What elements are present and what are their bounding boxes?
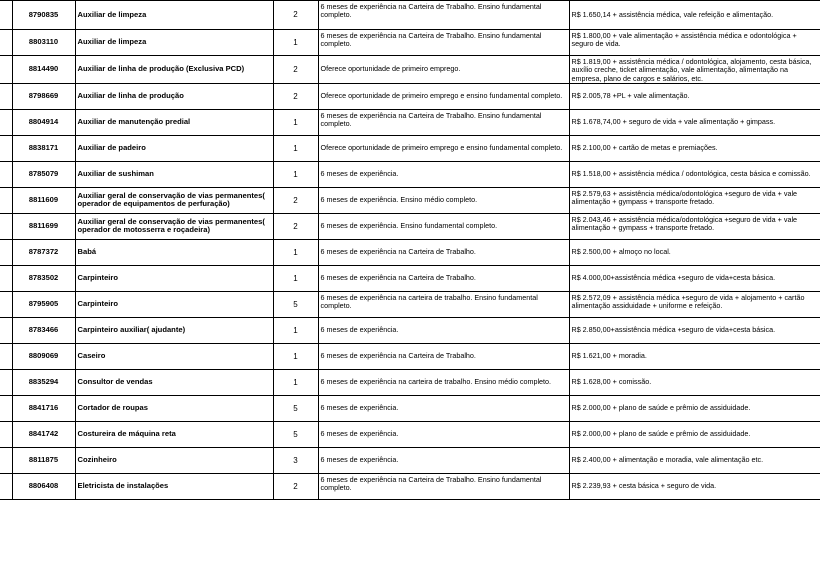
salary-benefits-cell: R$ 1.678,74,00 + seguro de vida + vale alimentação + gimpass. bbox=[569, 109, 820, 135]
job-title-cell: Auxiliar de sushiman bbox=[75, 161, 273, 187]
table-row bbox=[0, 187, 820, 213]
requirements-cell: 6 meses de experiência na Carteira de Trabalho. bbox=[318, 239, 569, 265]
row-margin-cell bbox=[0, 187, 12, 213]
row-margin-cell bbox=[0, 239, 12, 265]
row-margin-cell bbox=[0, 447, 12, 473]
salary-benefits-cell: R$ 2.043,46 + assistência médica/odontológica +seguro de vida + vale alimentação + gympass + transporte fretado. bbox=[569, 213, 820, 239]
table-row bbox=[0, 213, 820, 239]
requirements-cell: 6 meses de experiência. bbox=[318, 317, 569, 343]
row-margin-cell bbox=[0, 213, 12, 239]
job-code-cell: 8783466 bbox=[12, 317, 75, 343]
table-row bbox=[0, 30, 820, 56]
vacancy-count-cell: 1 bbox=[273, 239, 318, 265]
table-row bbox=[0, 291, 820, 317]
job-code-cell: 8787372 bbox=[12, 239, 75, 265]
job-title-cell: Cozinheiro bbox=[75, 447, 273, 473]
vacancy-count-cell: 5 bbox=[273, 421, 318, 447]
job-title-cell: Auxiliar de linha de produção (Exclusiva PCD) bbox=[75, 56, 273, 84]
vacancy-count-cell: 2 bbox=[273, 83, 318, 109]
salary-benefits-cell: R$ 1.628,00 + comissão. bbox=[569, 369, 820, 395]
job-title-cell: Carpinteiro bbox=[75, 265, 273, 291]
vacancy-count-cell: 2 bbox=[273, 187, 318, 213]
row-margin-cell bbox=[0, 56, 12, 84]
salary-benefits-cell: R$ 2.572,09 + assistência médica +seguro de vida + alojamento + cartão alimentação assiduidade + uniforme e refeição. bbox=[569, 291, 820, 317]
vacancy-count-cell: 1 bbox=[273, 343, 318, 369]
requirements-cell: 6 meses de experiência. Ensino médio completo. bbox=[318, 187, 569, 213]
requirements-cell: 6 meses de experiência. Ensino fundamental completo. bbox=[318, 213, 569, 239]
vacancy-count-cell: 1 bbox=[273, 369, 318, 395]
row-margin-cell bbox=[0, 30, 12, 56]
table-row bbox=[0, 395, 820, 421]
requirements-cell: Oferece oportunidade de primeiro emprego e ensino fundamental completo. bbox=[318, 135, 569, 161]
salary-benefits-cell: R$ 1.800,00 + vale alimentação + assistência médica e odontológica + seguro de vida. bbox=[569, 30, 820, 56]
vacancy-count-cell: 1 bbox=[273, 161, 318, 187]
table-row bbox=[0, 447, 820, 473]
job-title-cell: Costureira de máquina reta bbox=[75, 421, 273, 447]
vacancy-count-cell: 5 bbox=[273, 395, 318, 421]
job-title-cell: Auxiliar de padeiro bbox=[75, 135, 273, 161]
requirements-cell: 6 meses de experiência na Carteira de Trabalho. Ensino fundamental completo. bbox=[318, 1, 569, 30]
salary-benefits-cell: R$ 2.000,00 + plano de saúde e prêmio de assiduidade. bbox=[569, 395, 820, 421]
job-code-cell: 8798669 bbox=[12, 83, 75, 109]
table-row bbox=[0, 317, 820, 343]
requirements-cell: 6 meses de experiência. bbox=[318, 395, 569, 421]
table-row bbox=[0, 369, 820, 395]
salary-benefits-cell: R$ 2.239,93 + cesta básica + seguro de vida. bbox=[569, 473, 820, 499]
salary-benefits-cell: R$ 2.100,00 + cartão de metas e premiações. bbox=[569, 135, 820, 161]
requirements-cell: 6 meses de experiência na Carteira de Trabalho. bbox=[318, 265, 569, 291]
vacancy-count-cell: 2 bbox=[273, 473, 318, 499]
job-code-cell: 8809069 bbox=[12, 343, 75, 369]
vacancy-count-cell: 1 bbox=[273, 265, 318, 291]
vacancy-count-cell: 2 bbox=[273, 56, 318, 84]
requirements-cell: 6 meses de experiência. bbox=[318, 421, 569, 447]
salary-benefits-cell: R$ 1.819,00 + assistência médica / odontológica, alojamento, cesta básica, auxílio creche, ticket alimentação, vale alimentação, alimentação na empresa, plano de cargos e salários, etc. bbox=[569, 56, 820, 84]
requirements-cell: 6 meses de experiência na Carteira de Trabalho. Ensino fundamental completo. bbox=[318, 109, 569, 135]
job-code-cell: 8803110 bbox=[12, 30, 75, 56]
job-code-cell: 8814490 bbox=[12, 56, 75, 84]
job-title-cell: Consultor de vendas bbox=[75, 369, 273, 395]
row-margin-cell bbox=[0, 161, 12, 187]
job-code-cell: 8841716 bbox=[12, 395, 75, 421]
vacancy-count-cell: 2 bbox=[273, 1, 318, 30]
salary-benefits-cell: R$ 2.500,00 + almoço no local. bbox=[569, 239, 820, 265]
salary-benefits-cell: R$ 2.579,63 + assistência médica/odontológica +seguro de vida + vale alimentação + gympass + transporte fretado. bbox=[569, 187, 820, 213]
salary-benefits-cell: R$ 1.621,00 + moradia. bbox=[569, 343, 820, 369]
job-title-cell: Auxiliar de linha de produção bbox=[75, 83, 273, 109]
job-code-cell: 8806408 bbox=[12, 473, 75, 499]
job-code-cell: 8804914 bbox=[12, 109, 75, 135]
job-title-cell: Carpinteiro bbox=[75, 291, 273, 317]
salary-benefits-cell: R$ 4.000,00+assistência médica +seguro de vida+cesta básica. bbox=[569, 265, 820, 291]
job-title-cell: Carpinteiro auxiliar( ajudante) bbox=[75, 317, 273, 343]
requirements-cell: 6 meses de experiência na carteira de trabalho. Ensino fundamental completo. bbox=[318, 291, 569, 317]
job-title-cell: Auxiliar de limpeza bbox=[75, 30, 273, 56]
vacancy-count-cell: 1 bbox=[273, 30, 318, 56]
table-row bbox=[0, 161, 820, 187]
row-margin-cell bbox=[0, 265, 12, 291]
job-code-cell: 8790835 bbox=[12, 1, 75, 30]
row-margin-cell bbox=[0, 395, 12, 421]
salary-benefits-cell: R$ 2.850,00+assistência médica +seguro de vida+cesta básica. bbox=[569, 317, 820, 343]
vacancy-count-cell: 3 bbox=[273, 447, 318, 473]
row-margin-cell bbox=[0, 83, 12, 109]
job-code-cell: 8811875 bbox=[12, 447, 75, 473]
job-title-cell: Babá bbox=[75, 239, 273, 265]
job-code-cell: 8811609 bbox=[12, 187, 75, 213]
job-code-cell: 8783502 bbox=[12, 265, 75, 291]
job-listings-body bbox=[0, 1, 820, 500]
table-row bbox=[0, 56, 820, 84]
requirements-cell: 6 meses de experiência. bbox=[318, 447, 569, 473]
requirements-cell: 6 meses de experiência na carteira de trabalho. Ensino médio completo. bbox=[318, 369, 569, 395]
job-code-cell: 8838171 bbox=[12, 135, 75, 161]
row-margin-cell bbox=[0, 473, 12, 499]
row-margin-cell bbox=[0, 369, 12, 395]
table-row bbox=[0, 421, 820, 447]
requirements-cell: Oferece oportunidade de primeiro emprego e ensino fundamental completo. bbox=[318, 83, 569, 109]
job-title-cell: Auxiliar geral de conservação de vias permanentes( operador de equipamentos de perfuração) bbox=[75, 187, 273, 213]
requirements-cell: Oferece oportunidade de primeiro emprego. bbox=[318, 56, 569, 84]
job-title-cell: Cortador de roupas bbox=[75, 395, 273, 421]
job-code-cell: 8811699 bbox=[12, 213, 75, 239]
table-row bbox=[0, 109, 820, 135]
salary-benefits-cell: R$ 1.650,14 + assistência médica, vale refeição e alimentação. bbox=[569, 1, 820, 30]
salary-benefits-cell: R$ 1.518,00 + assistência médica / odontológica, cesta básica e comissão. bbox=[569, 161, 820, 187]
table-row bbox=[0, 83, 820, 109]
requirements-cell: 6 meses de experiência na Carteira de Trabalho. Ensino fundamental completo. bbox=[318, 30, 569, 56]
table-row bbox=[0, 343, 820, 369]
vacancy-count-cell: 1 bbox=[273, 135, 318, 161]
row-margin-cell bbox=[0, 317, 12, 343]
row-margin-cell bbox=[0, 421, 12, 447]
vacancy-count-cell: 1 bbox=[273, 109, 318, 135]
salary-benefits-cell: R$ 2.400,00 + alimentação e moradia, vale alimentação etc. bbox=[569, 447, 820, 473]
row-margin-cell bbox=[0, 291, 12, 317]
job-title-cell: Eletricista de instalações bbox=[75, 473, 273, 499]
row-margin-cell bbox=[0, 135, 12, 161]
requirements-cell: 6 meses de experiência na Carteira de Trabalho. Ensino fundamental completo. bbox=[318, 473, 569, 499]
job-code-cell: 8835294 bbox=[12, 369, 75, 395]
requirements-cell: 6 meses de experiência. bbox=[318, 161, 569, 187]
job-title-cell: Auxiliar geral de conservação de vias permanentes( operador de motosserra e roçadeira) bbox=[75, 213, 273, 239]
job-title-cell: Auxiliar de limpeza bbox=[75, 1, 273, 30]
job-title-cell: Caseiro bbox=[75, 343, 273, 369]
table-row bbox=[0, 1, 820, 30]
requirements-cell: 6 meses de experiência na Carteira de Trabalho. bbox=[318, 343, 569, 369]
table-row bbox=[0, 239, 820, 265]
vacancy-count-cell: 1 bbox=[273, 317, 318, 343]
row-margin-cell bbox=[0, 1, 12, 30]
job-title-cell: Auxiliar de manutenção predial bbox=[75, 109, 273, 135]
table-row bbox=[0, 473, 820, 499]
table-row bbox=[0, 265, 820, 291]
job-code-cell: 8841742 bbox=[12, 421, 75, 447]
vacancy-count-cell: 5 bbox=[273, 291, 318, 317]
job-code-cell: 8785079 bbox=[12, 161, 75, 187]
salary-benefits-cell: R$ 2.005,78 +PL + vale alimentação. bbox=[569, 83, 820, 109]
table-row bbox=[0, 135, 820, 161]
job-code-cell: 8795905 bbox=[12, 291, 75, 317]
row-margin-cell bbox=[0, 109, 12, 135]
vacancy-count-cell: 2 bbox=[273, 213, 318, 239]
salary-benefits-cell: R$ 2.000,00 + plano de saúde e prêmio de assiduidade. bbox=[569, 421, 820, 447]
row-margin-cell bbox=[0, 343, 12, 369]
